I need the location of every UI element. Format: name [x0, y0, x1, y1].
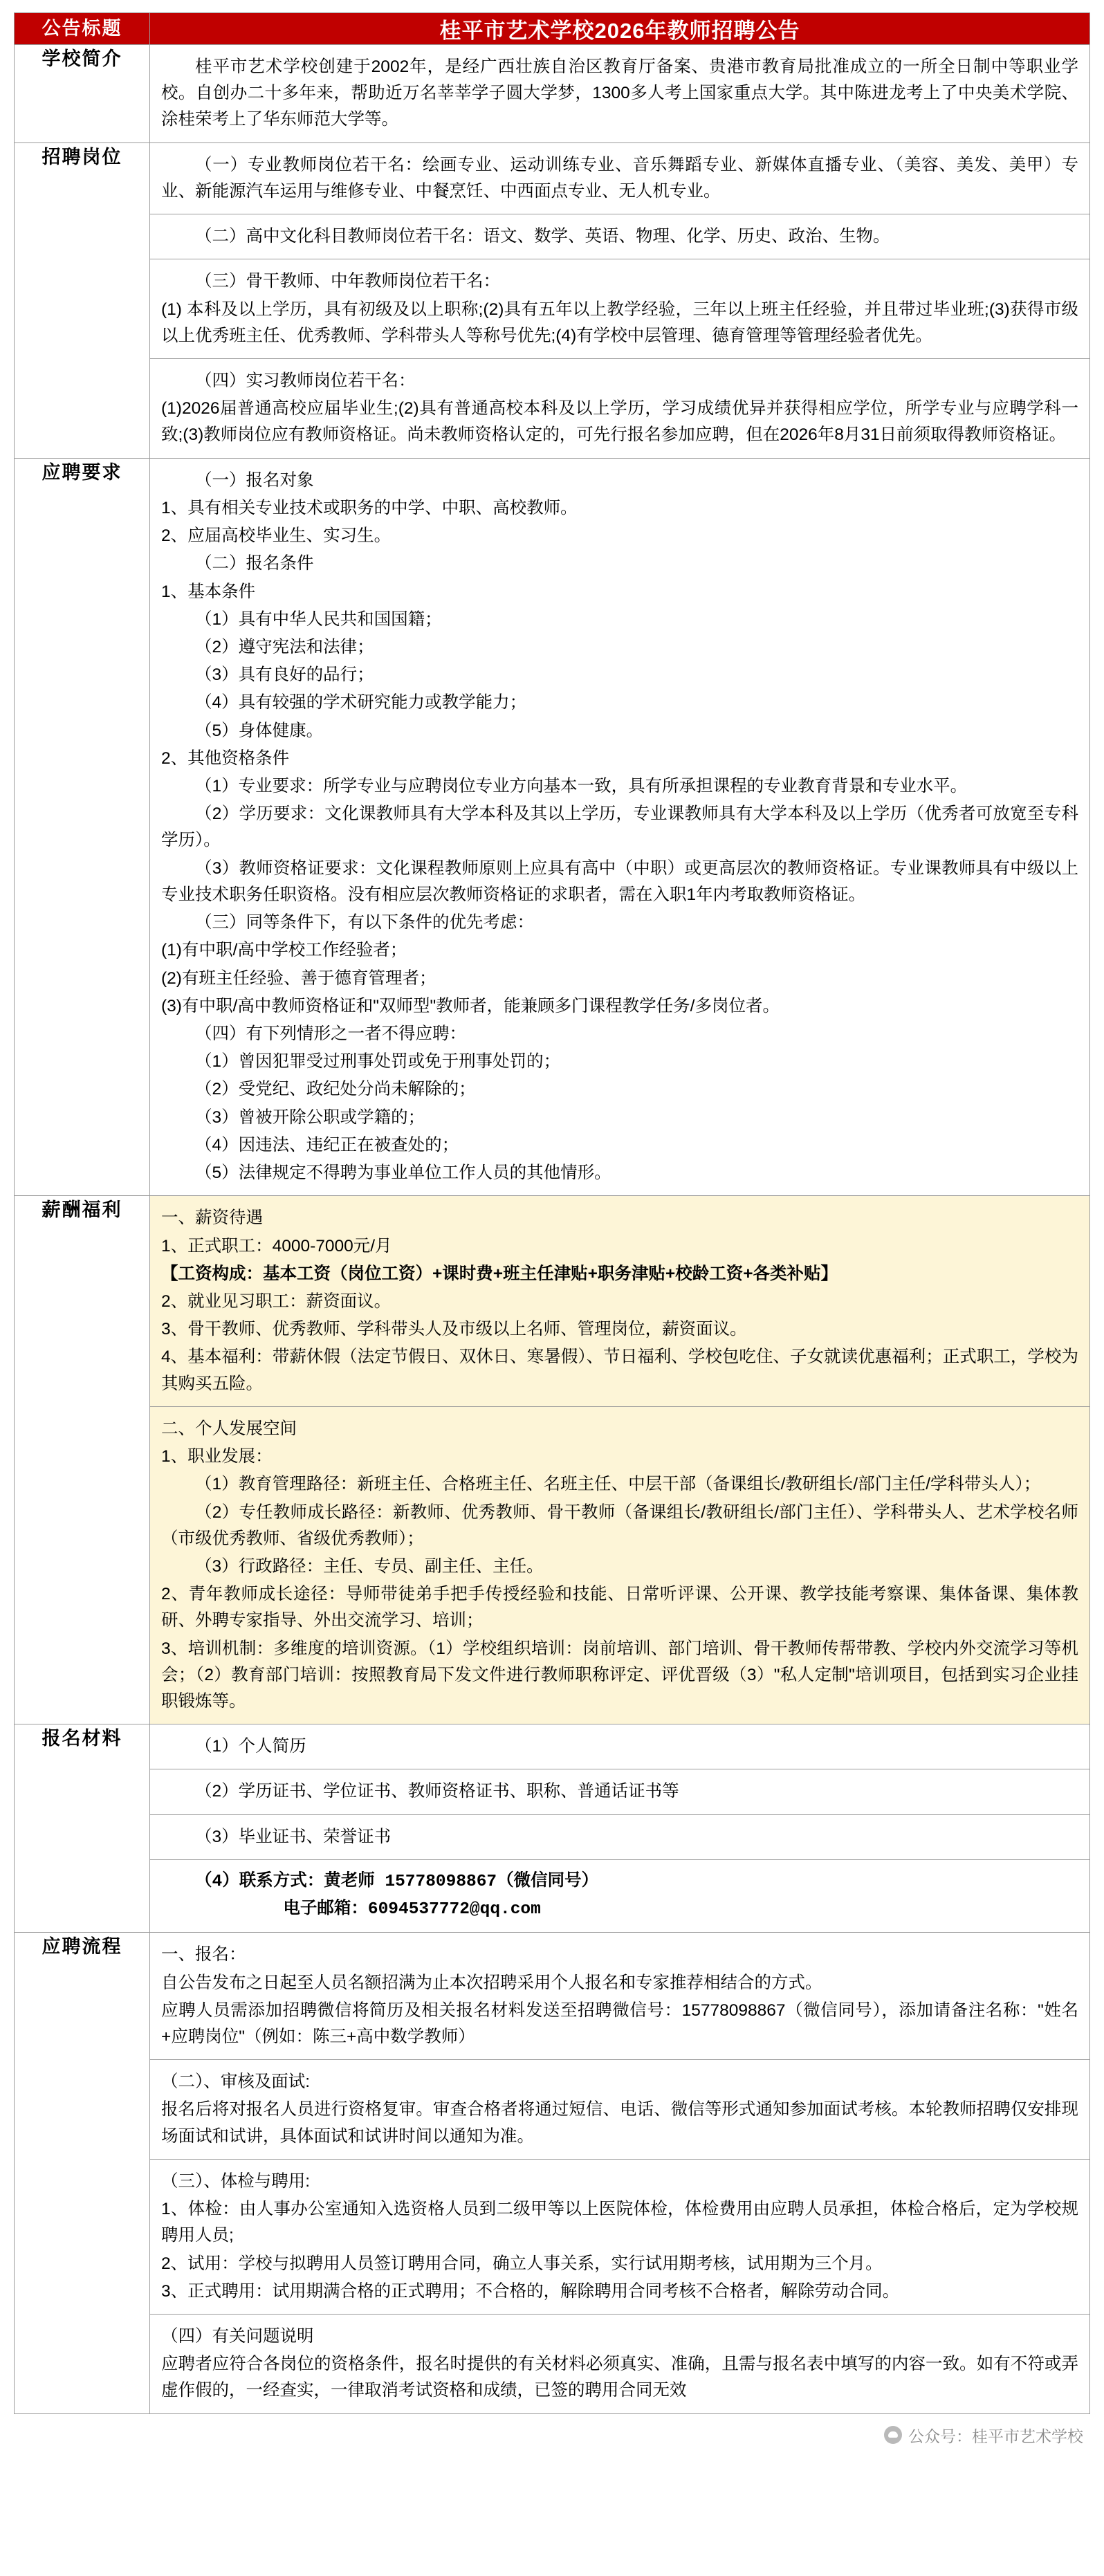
contact-email: 电子邮箱：6094537772@qq.com	[283, 1900, 541, 1920]
paragraph: （2）遵守宪法和法律；	[195, 637, 374, 656]
row-label-process: 应聘流程	[15, 1933, 150, 2413]
paragraph: 自公告发布之日起至人员名额招满为止本次招聘采用个人报名和专家推荐相结合的方式。	[161, 1973, 822, 1992]
row-content-requirements	[150, 458, 1090, 1196]
paragraph: 1、职业发展：	[161, 1447, 273, 1466]
paragraph: （一）专业教师岗位若干名：绘画专业、运动训练专业、音乐舞蹈专业、新媒体直播专业、（美容、美发、美甲）专业、新能源汽车运用与维修专业、中餐烹饪、中西面点专业、无人机专业。	[161, 155, 1078, 201]
paragraph: （4）具有较强的学术研究能力或教学能力；	[195, 693, 527, 712]
contact-phone: （4）联系方式：黄老师 15778098867（微信同号）	[195, 1872, 599, 1891]
paragraph: （2）学历要求：文化课教师具有大学本科及其以上学历，专业课教师具有大学本科及以上学历（优秀者可放宽至专科学历）。	[161, 804, 1078, 850]
text-block	[150, 2060, 1089, 2160]
paragraph: （4）因违法、违纪正在被查处的；	[195, 1135, 459, 1154]
paragraph: （3）教师资格证要求：文化课程教师原则上应具有高中（中职）或更高层次的教师资格证。专业课教师具有中级以上专业技术职务任职资格。没有相应层次教师资格证的求职者，需在入职1年内考取教师资格证。	[161, 858, 1078, 904]
table-row-header	[15, 13, 1090, 45]
paragraph: （四）实习教师岗位若干名：	[195, 371, 416, 390]
row-label-school-intro: 学校简介	[15, 45, 150, 143]
paragraph: 2、应届高校毕业生、实习生。	[161, 526, 392, 546]
paragraph: 2、其他资格条件	[161, 748, 290, 768]
text-block	[150, 459, 1089, 1196]
watermark-footer	[14, 2420, 1090, 2454]
text-block	[150, 1769, 1089, 1814]
paragraph: (1) 本科及以上学历，具有初级及以上职称;(2)具有五年以上教学经验，三年以上班主任经验，并且带过毕业班;(3)获得市级以上优秀班主任、优秀教师、学科带头人等称号优先;(4)有学校中层管理、德育管理等管理经验者优先。	[161, 300, 1078, 345]
paragraph: (1)有中职/高中学校工作经验者；	[161, 941, 407, 960]
text-block-contact	[150, 1860, 1089, 1932]
paragraph: （1）具有中华人民共和国国籍；	[195, 609, 442, 629]
paragraph: （1）曾因犯罪受过刑事处罚或免于刑事处罚的；	[195, 1052, 561, 1071]
paragraph: （5）法律规定不得聘为事业单位工作人员的其他情形。	[195, 1163, 611, 1183]
paragraph: 【工资构成：基本工资（岗位工资）+课时费+班主任津贴+职务津贴+校龄工资+各类补贴】	[161, 1264, 838, 1283]
paragraph: （3）具有良好的品行；	[195, 665, 374, 685]
paragraph: 桂平市艺术学校创建于2002年，是经广西壮族自治区教育厅备案、贵港市教育局批准成立的一所全日制中等职业学校。自创办二十多年来，帮助近万名莘莘学子圆大学梦，1300多人考上国家重点大学。其中陈进龙考上了中央美术学院、涂桂荣考上了华东师范大学等。	[161, 57, 1078, 129]
text-block	[150, 1815, 1089, 1860]
paragraph: 3、正式聘用：试用期满合格的正式聘用；不合格的，解除聘用合同考核不合格者，解除劳动合同。	[161, 2281, 900, 2301]
paragraph: （三）骨干教师、中年教师岗位若干名：	[195, 272, 500, 291]
paragraph: 一、报名：	[161, 1945, 246, 1965]
paragraph: 3、骨干教师、优秀教师、学科带头人及市级以上名师、管理岗位，薪资面议。	[161, 1320, 747, 1339]
paragraph: （二）、审核及面试:	[161, 2072, 311, 2092]
text-block	[150, 359, 1089, 458]
announcement-table	[14, 12, 1090, 2414]
paragraph: 2、青年教师成长途径：导师带徒弟手把手传授经验和技能、日常听评课、公开课、教学技能考察课、集体备课、集体教研、外聘专家指导、外出交流学习、培训；	[161, 1585, 1078, 1630]
text-block-salary	[150, 1196, 1089, 1407]
row-label-materials: 报名材料	[15, 1724, 150, 1933]
table-row-process	[15, 1933, 1090, 2413]
table-row-positions	[15, 142, 1090, 458]
table-row-requirements	[15, 458, 1090, 1196]
row-label-salary-benefits: 薪酬福利	[15, 1196, 150, 1724]
table-row-salary-benefits	[15, 1196, 1090, 1724]
paragraph: 二、个人发展空间	[161, 1419, 297, 1438]
text-block	[150, 143, 1089, 214]
announcement-header-label: 公告标题	[15, 13, 150, 45]
row-content-positions	[150, 142, 1090, 458]
watermark-text: 公众号：桂平市艺术学校	[908, 2427, 1083, 2445]
paragraph: （二）高中文化科目教师岗位若干名：语文、数学、英语、物理、化学、历史、政治、生物。	[195, 227, 890, 246]
text-block	[150, 214, 1089, 259]
paragraph: （2）受党纪、政纪处分尚未解除的；	[195, 1080, 476, 1099]
paragraph: （3）行政路径：主任、专员、副主任、主任。	[195, 1556, 544, 1576]
table-row-materials	[15, 1724, 1090, 1933]
paragraph: （一）报名对象	[195, 470, 314, 490]
paragraph: (3)有中职/高中教师资格证和"双师型"教师者，能兼顾多门课程教学任务/多岗位者。	[161, 996, 780, 1015]
row-label-requirements: 应聘要求	[15, 458, 150, 1196]
paragraph: 应聘人员需添加招聘微信将简历及相关报名材料发送至招聘微信号：15778098867（微信同号），添加请备注名称："姓名+应聘岗位"（例如：陈三+高中数学教师）	[161, 2000, 1078, 2046]
paragraph: （3）毕业证书、荣誉证书	[195, 1827, 392, 1846]
paragraph: （3）曾被开除公职或学籍的；	[195, 1107, 425, 1127]
table-row-school-intro	[15, 45, 1090, 143]
paragraph: 2、就业见习职工：薪资面议。	[161, 1291, 392, 1311]
paragraph: 应聘者应符合各岗位的资格条件，报名时提供的有关材料必须真实、准确，且需与报名表中填写的内容一致。如有不符或弄虚作假的，一经查实，一律取消考试资格和成绩，已签的聘用合同无效	[161, 2355, 1078, 2400]
text-block	[150, 1933, 1089, 2060]
paragraph: 3、培训机制：多维度的培训资源。（1）学校组织培训：岗前培训、部门培训、骨干教师传帮带教、学校内外交流学习等机会；（2）教育部门培训：按照教育局下发文件进行教师职称评定、评优晋级（3）"私人定制"培训项目，包括到实习企业挂职锻炼等。	[161, 1639, 1078, 1711]
paragraph: （二）报名条件	[195, 554, 314, 573]
announcement-title: 桂平市艺术学校2026年教师招聘公告	[150, 13, 1090, 45]
paragraph: (2)有班主任经验、善于德育管理者；	[161, 968, 436, 988]
paragraph: 1、具有相关专业技术或职务的中学、中职、高校教师。	[161, 498, 578, 517]
paragraph: 报名后将对报名人员进行资格复审。审查合格者将通过短信、电话、微信等形式通知参加面试考核。本轮教师招聘仅安排现场面试和试讲，具体面试和试讲时间以通知为准。	[161, 2100, 1078, 2146]
paragraph: 2、试用：学校与拟聘用人员签订聘用合同，确立人事关系，实行试用期考核，试用期为三个月。	[161, 2254, 883, 2273]
paragraph: （2）学历证书、学位证书、教师资格证书、职称、普通话证书等	[195, 1782, 679, 1801]
paragraph: （四）有关问题说明	[161, 2326, 314, 2346]
paragraph: （三）、体检与聘用:	[161, 2171, 311, 2191]
paragraph: （四）有下列情形之一者不得应聘：	[195, 1024, 466, 1043]
text-block	[150, 259, 1089, 359]
text-block	[150, 1724, 1089, 1769]
paragraph: 1、正式职工：4000-7000元/月	[161, 1236, 392, 1255]
paragraph: （5）身体健康。	[195, 721, 324, 740]
wechat-icon	[884, 2426, 902, 2444]
paragraph: （1）个人简历	[195, 1737, 306, 1756]
paragraph: (1)2026届普通高校应届毕业生;(2)具有普通高校本科及以上学历，学习成绩优异并获得相应学位，所学专业与应聘学科一致;(3)教师岗位应有教师资格证。尚未教师资格认定的，可先行报名参加应聘，但在2026年8月31日前须取得教师资格证。	[161, 399, 1078, 445]
paragraph: 4、基本福利：带薪休假（法定节假日、双休日、寒暑假）、节日福利、学校包吃住、子女就读优惠福利；正式职工，学校为其购买五险。	[161, 1347, 1078, 1393]
paragraph: （1）教育管理路径：新班主任、合格班主任、名班主任、中层干部（备课组长/教研组长/部门主任/学科带头人）；	[195, 1475, 1041, 1494]
text-block-development	[150, 1407, 1089, 1724]
paragraph: （1）专业要求：所学专业与应聘岗位专业方向基本一致，具有所承担课程的专业教育背景和专业水平。	[195, 777, 968, 796]
paragraph: 1、基本条件	[161, 582, 256, 601]
text-block	[150, 2160, 1089, 2315]
paragraph: 一、薪资待遇	[161, 1208, 263, 1228]
row-label-positions: 招聘岗位	[15, 142, 150, 458]
paragraph: （2）专任教师成长路径：新教师、优秀教师、骨干教师（备课组长/教研组长/部门主任）、学科带头人、艺术学校名师（市级优秀教师、省级优秀教师）；	[161, 1502, 1078, 1548]
text-block	[150, 2315, 1089, 2413]
paragraph: 1、体检：由人事办公室通知入选资格人员到二级甲等以上医院体检，体检费用由应聘人员承担，体检合格后，定为学校规聘用人员;	[161, 2200, 1078, 2245]
row-content-materials	[150, 1724, 1090, 1933]
row-content-school-intro	[150, 45, 1090, 143]
row-content-process	[150, 1933, 1090, 2413]
row-content-salary-benefits	[150, 1196, 1090, 1724]
text-block	[150, 45, 1089, 142]
paragraph: （三）同等条件下，有以下条件的优先考虑：	[195, 913, 534, 932]
